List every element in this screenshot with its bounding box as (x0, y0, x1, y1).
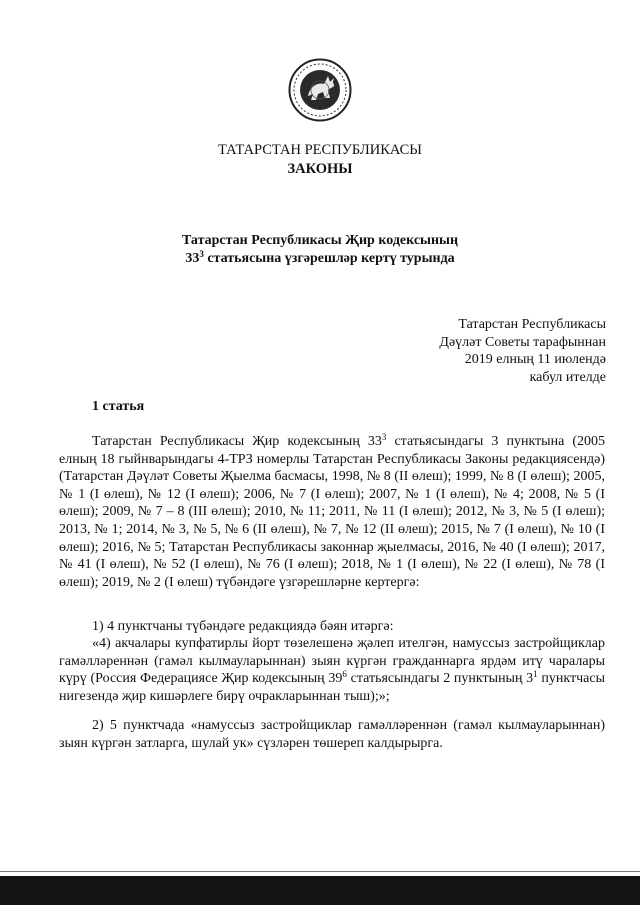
title-number: 33 (185, 251, 200, 266)
law-heading: ЗАКОНЫ (287, 161, 353, 177)
quote-text-a: «4) акчалары купфатирлы йорт төзелешенә җәлеп ителгән, намуссыз застройщиклар гамәлләреннән (гамәл кылмауларыннан) зыян күргән гражданнарга ярдәм итү чаралары күрү (Россия Федерациясе Җир кодексының 39 (59, 636, 605, 687)
coat-of-arms-tatarstan-icon (288, 58, 352, 122)
article-main-paragraph (59, 433, 605, 591)
adoption-line2: Дәүләт Советы тарафыннан (439, 334, 606, 350)
quote-text-c: пунктчасы нигезендә җир кишәрлеге бирү очракларыннан тыш);»; (59, 671, 605, 704)
quote-text-b: статьясындагы 2 пунктының 3 (346, 671, 534, 687)
republic-heading: ТАТАРСТАН РЕСПУБЛИКАСЫ (218, 142, 422, 158)
quoted-subitem-4 (59, 635, 605, 705)
article-heading: 1 статья (92, 399, 145, 414)
adoption-block (439, 316, 606, 386)
quote-superscript-1: 6 (342, 669, 347, 680)
quote-superscript-2: 1 (533, 669, 538, 680)
law-title-line2 (0, 250, 640, 268)
item-1: 1) 4 пунктчаны түбәндәге редакциядә бәян итәргә: (92, 619, 394, 634)
scan-edge-band (0, 876, 640, 905)
title-rest: статьясына үзгәрешләр кертү турында (203, 251, 455, 266)
item-2: 2) 5 пунктчада «намуссыз застройщиклар гамәлләреннән (гамәл кылмауларыннан) зыян күргән затларга, шулай ук» сүзләрен төшереп калдырырга. (59, 718, 605, 751)
main-text-b: статьясындагы 3 пунктына (2005 елның 18 гыйнварындагы 4-ТРЗ номерлы Татарстан Республикасы Законы редакциясендә) (Татарстан Дәүләт Советы Җыелма басмасы, 1998, № 8 (II өлеш); 1999, № 8 (I өлеш); 2005, № 1 (I өлеш), № 12 (I өлеш); 2006, № 7 (I өлеш); 2007, № 1 (I өлеш), № 4; 2008, № 5 (I өлеш); 2009, № 7 – 8 (III өлеш); 2010, № 11; 2011, № 11 (I өлеш); 2012, № 3, № 5 (I өлеш); 2013, № 1; 2014, № 3, № 5, № 6 (II өлеш), № 7, № 12 (II өлеш); 2015, № 7 (I өлеш), № 10 (I өлеш); 2016, № 5; Татарстан Республикасы законнар җыелмасы, 2016, № 40 (I өлеш); 2017, № 41 (I өлеш), № 52 (I өлеш), № 76 (I өлеш); 2018, № 1 (I өлеш), № 22 (I өлеш), № 78 (I өлеш); 2019, № 2 (I өлеш) түбәндәге үзгәрешләрне кертергә: (59, 434, 606, 590)
law-title-line1: Татарстан Республикасы Җир кодексының (181, 233, 459, 248)
scan-edge-line (0, 871, 640, 872)
main-superscript: 3 (381, 432, 387, 442)
title-superscript: 3 (199, 249, 204, 259)
main-text-a: Татарстан Республикасы Җир кодексының 33 (92, 434, 382, 449)
adoption-line1: Татарстан Республикасы (458, 317, 606, 332)
adoption-line4: кабул ителде (529, 369, 606, 385)
adoption-date: 2019 елның 11 июлендә (464, 352, 606, 368)
